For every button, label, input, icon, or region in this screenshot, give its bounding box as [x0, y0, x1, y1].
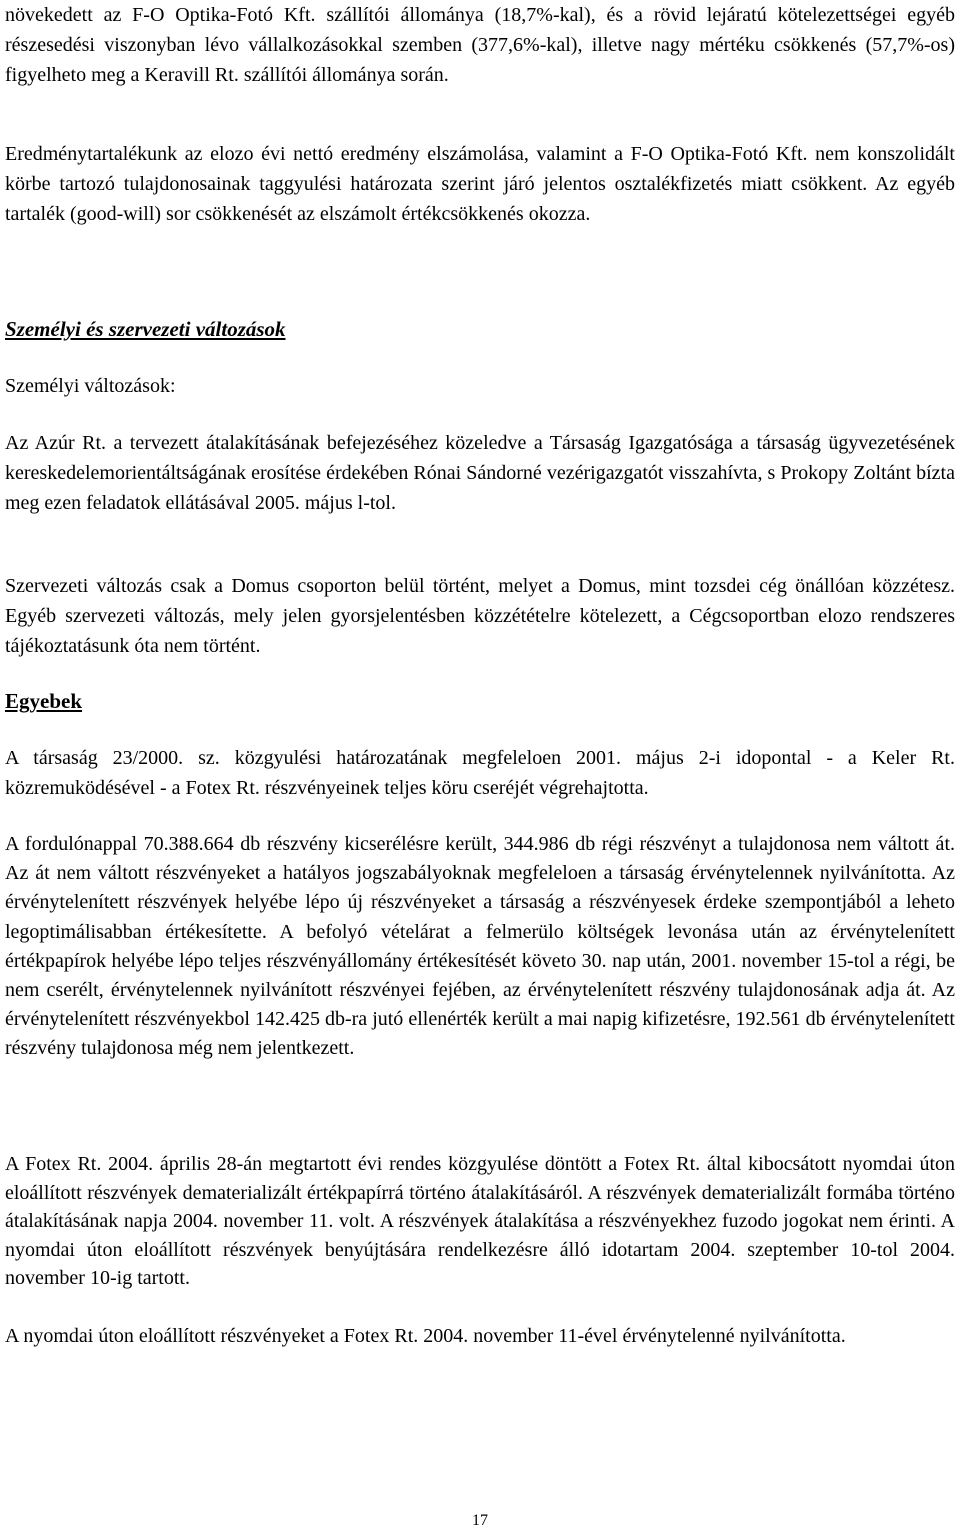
paragraph-organizational-changes: Szervezeti változás csak a Domus csoporton belül történt, melyet a Domus, mint tozsdei cég önállóan közzétesz. Egyéb szervezeti változás, mely jelen gyorsjelentésben közzétételre kötelezett, a Cégcsoportban elozo rendszeres tájékoztatásunk óta nem történt. — [5, 575, 955, 657]
paragraph-dematerialization: A Fotex Rt. 2004. április 28-án megtartott évi rendes közgyulése döntött a Fotex Rt. által kibocsátott nyomdai úton eloállított részvények dematerializált értékpapírrá történo átalakításáról. A részvények dematerializált formába történo átalakításának napja 2004. november 11. volt. A részvények átalakítása a részvényekhez fuzodo jogokat nem érinti. A nyomdai úton eloállított részvények benyújtására rendelkezésre álló idotartam 2004. szeptember 10-tol 2004. november 10-ig tartott. — [5, 1153, 955, 1289]
section-heading-personal-organizational: Személyi és szervezeti változások — [5, 317, 286, 341]
paragraph-share-exchange-details: A fordulónappal 70.388.664 db részvény kicserélésre került, 344.986 db régi részvényt a tulajdonosa nem váltott át. Az át nem váltott részvényeket a hatályos jogszabályoknak megfeleloen a társaság érvénytelennek nyilvánította. Az érvénytelenített részvények helyébe lépo új részvényeket a társaság a részvényesek érdeke szempontjából a leheto legoptimálisabban értékesítette. A befolyó vételárat a felmerülo költségek levonása után az érvénytelenített értékpapírok helyébe lépo teljes részvényállomány értékesítését követo 30. nap után, 2001. november 15-tol a régi, be nem cserélt, érvénytelennek nyilvánított részvényei fejében, az érvénytelenített részvény tulajdonosának adja át. Az érvénytelenített részvényekbol 142.425 db-ra jutó ellenérték került a mai napig kifizetésre, 192.561 db érvénytelenített részvény tulajdonosa még nem jelentkezett. — [5, 833, 955, 1060]
paragraph-azur-management: Az Azúr Rt. a tervezett átalakításának befejezéséhez közeledve a Társaság Igazgatósága a társaság ügyvezetésének kereskedelemorientáltságának erosítése érdekében Rónai Sándorné vezérigazgatót visszahívta, s Prokopy Zoltánt bízta meg ezen feladatok ellátásával 2005. május l-tol. — [5, 432, 955, 514]
paragraph-share-exchange-resolution: A társaság 23/2000. sz. közgyulési határozatának megfeleloen 2001. május 2-i idopontal - a Keler Rt. közremuködésével - a Fotex Rt. részvényeinek teljes köru cseréjét végrehajtotta. — [5, 747, 955, 799]
document-page — [5, 0, 955, 1530]
page-number: 17 — [472, 1512, 488, 1529]
paragraph-supplier-balances: növekedett az F-O Optika-Fotó Kft. szállítói állománya (18,7%-kal), és a rövid lejáratú kötelezettségei egyéb részesedési viszonyban lévo vállalkozásokkal szemben (377,6%-kal), illetve nagy mértéku csökkenés (57,7%-os) figyelheto meg a Keravill Rt. szállítói állománya során. — [5, 4, 955, 86]
paragraph-invalidated-shares: A nyomdai úton eloállított részvényeket a Fotex Rt. 2004. november 11-ével érvénytelenné nyilvánította. — [5, 1325, 846, 1347]
paragraph-retained-earnings: Eredménytartalékunk az elozo évi nettó eredmény elszámolása, valamint a F-O Optika-Fotó Kft. nem konszolidált körbe tartozó tulajdonosainak taggyulési határozata szerint járó jelentos osztalékfizetés miatt csökkent. Az egyéb tartalék (good-will) sor csökkenését az elszámolt értékcsökkenés okozza. — [5, 143, 955, 225]
section-heading-other: Egyebek — [5, 689, 83, 713]
subheading-personal-changes: Személyi változások: — [5, 375, 176, 397]
